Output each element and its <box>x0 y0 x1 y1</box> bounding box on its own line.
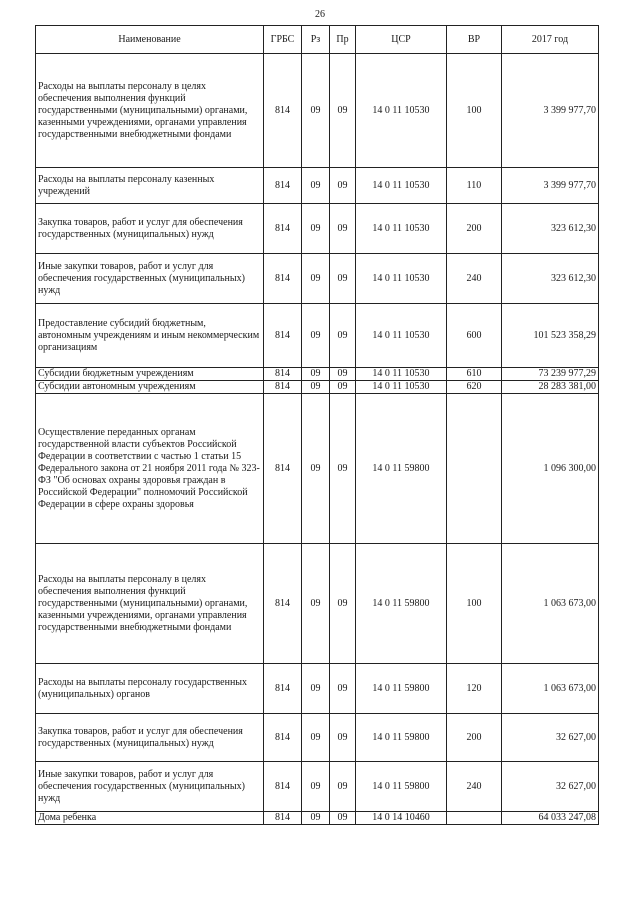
row-name: Иные закупки товаров, работ и услуг для обеспечения государственных (муниципальных) нужд <box>36 254 264 304</box>
header-csr: ЦСР <box>356 26 447 54</box>
table-row <box>36 714 599 762</box>
row-pr: 09 <box>330 812 356 825</box>
header-grbs: ГРБС <box>264 26 302 54</box>
row-amount: 1 096 300,00 <box>502 394 599 544</box>
row-grbs: 814 <box>264 762 302 812</box>
row-vr: 110 <box>447 168 502 204</box>
row-csr: 14 0 11 59800 <box>356 664 447 714</box>
header-name: Наименование <box>36 26 264 54</box>
table-row <box>36 254 599 304</box>
row-rz: 09 <box>302 304 330 368</box>
header-amount: 2017 год <box>502 26 599 54</box>
row-name: Предоставление субсидий бюджетным, автономным учреждениям и иным некоммерческим организациям <box>36 304 264 368</box>
row-amount: 323 612,30 <box>502 254 599 304</box>
table-row <box>36 812 599 825</box>
row-vr: 200 <box>447 204 502 254</box>
row-vr: 600 <box>447 304 502 368</box>
row-rz: 09 <box>302 544 330 664</box>
table-header-row <box>36 26 599 54</box>
row-name: Осуществление переданных органам государственной власти субъектов Российской Федерации в соответствии с частью 1 статьи 15 Федерального закона от 21 ноября 2011 года № 323-ФЗ "Об основах охраны здоровья граждан в Российской Федерации" полномочий Российской Федерации в сфере охраны здоровья <box>36 394 264 544</box>
row-vr: 620 <box>447 381 502 394</box>
row-grbs: 814 <box>264 714 302 762</box>
row-pr: 09 <box>330 304 356 368</box>
row-csr: 14 0 11 59800 <box>356 762 447 812</box>
row-grbs: 814 <box>264 544 302 664</box>
row-vr: 200 <box>447 714 502 762</box>
row-name: Закупка товаров, работ и услуг для обеспечения государственных (муниципальных) нужд <box>36 204 264 254</box>
row-amount: 64 033 247,08 <box>502 812 599 825</box>
row-grbs: 814 <box>264 54 302 168</box>
row-name: Расходы на выплаты персоналу в целях обеспечения выполнения функций государственными (муниципальными) органами, казенными учреждениями, органами управления государственными внебюджетными фондами <box>36 54 264 168</box>
row-grbs: 814 <box>264 381 302 394</box>
row-csr: 14 0 11 10530 <box>356 304 447 368</box>
page-number: 26 <box>315 9 325 20</box>
row-name: Расходы на выплаты персоналу казенных учреждений <box>36 168 264 204</box>
row-vr: 100 <box>447 54 502 168</box>
row-name: Субсидии бюджетным учреждениям <box>36 368 264 381</box>
row-csr: 14 0 11 10530 <box>356 54 447 168</box>
row-pr: 09 <box>330 254 356 304</box>
row-grbs: 814 <box>264 204 302 254</box>
row-pr: 09 <box>330 394 356 544</box>
row-pr: 09 <box>330 381 356 394</box>
table-row <box>36 544 599 664</box>
row-rz: 09 <box>302 204 330 254</box>
header-pr: Пр <box>330 26 356 54</box>
row-vr: 240 <box>447 762 502 812</box>
row-pr: 09 <box>330 714 356 762</box>
table-row <box>36 394 599 544</box>
row-vr: 120 <box>447 664 502 714</box>
row-amount: 1 063 673,00 <box>502 544 599 664</box>
row-vr <box>447 812 502 825</box>
budget-table <box>35 25 599 825</box>
row-csr: 14 0 11 10530 <box>356 204 447 254</box>
table-row <box>36 368 599 381</box>
row-amount: 1 063 673,00 <box>502 664 599 714</box>
row-amount: 73 239 977,29 <box>502 368 599 381</box>
row-rz: 09 <box>302 812 330 825</box>
row-name: Иные закупки товаров, работ и услуг для обеспечения государственных (муниципальных) нужд <box>36 762 264 812</box>
row-grbs: 814 <box>264 368 302 381</box>
header-rz: Рз <box>302 26 330 54</box>
row-grbs: 814 <box>264 254 302 304</box>
row-grbs: 814 <box>264 812 302 825</box>
row-rz: 09 <box>302 664 330 714</box>
row-pr: 09 <box>330 762 356 812</box>
row-amount: 101 523 358,29 <box>502 304 599 368</box>
row-name: Расходы на выплаты персоналу государственных (муниципальных) органов <box>36 664 264 714</box>
row-pr: 09 <box>330 54 356 168</box>
row-rz: 09 <box>302 254 330 304</box>
row-rz: 09 <box>302 381 330 394</box>
table-row <box>36 168 599 204</box>
row-vr <box>447 394 502 544</box>
table-row <box>36 762 599 812</box>
row-csr: 14 0 14 10460 <box>356 812 447 825</box>
row-grbs: 814 <box>264 664 302 714</box>
row-name: Дома ребенка <box>36 812 264 825</box>
row-rz: 09 <box>302 394 330 544</box>
row-pr: 09 <box>330 664 356 714</box>
row-grbs: 814 <box>264 394 302 544</box>
row-amount: 3 399 977,70 <box>502 168 599 204</box>
row-name: Субсидии автономным учреждениям <box>36 381 264 394</box>
table-row <box>36 381 599 394</box>
table-row <box>36 304 599 368</box>
row-rz: 09 <box>302 714 330 762</box>
row-csr: 14 0 11 10530 <box>356 381 447 394</box>
table-row <box>36 54 599 168</box>
row-pr: 09 <box>330 544 356 664</box>
row-rz: 09 <box>302 168 330 204</box>
row-amount: 3 399 977,70 <box>502 54 599 168</box>
row-pr: 09 <box>330 168 356 204</box>
row-amount: 32 627,00 <box>502 762 599 812</box>
row-csr: 14 0 11 59800 <box>356 714 447 762</box>
row-rz: 09 <box>302 368 330 381</box>
row-grbs: 814 <box>264 168 302 204</box>
row-pr: 09 <box>330 368 356 381</box>
row-csr: 14 0 11 59800 <box>356 394 447 544</box>
row-vr: 100 <box>447 544 502 664</box>
row-rz: 09 <box>302 762 330 812</box>
table-row <box>36 664 599 714</box>
row-vr: 610 <box>447 368 502 381</box>
row-name: Расходы на выплаты персоналу в целях обеспечения выполнения функций государственными (муниципальными) органами, казенными учреждениями, органами управления государственными внебюджетными фондами <box>36 544 264 664</box>
row-amount: 323 612,30 <box>502 204 599 254</box>
row-csr: 14 0 11 59800 <box>356 544 447 664</box>
row-csr: 14 0 11 10530 <box>356 368 447 381</box>
row-grbs: 814 <box>264 304 302 368</box>
table-row <box>36 204 599 254</box>
row-pr: 09 <box>330 204 356 254</box>
row-csr: 14 0 11 10530 <box>356 254 447 304</box>
header-vr: ВР <box>447 26 502 54</box>
row-rz: 09 <box>302 54 330 168</box>
row-amount: 28 283 381,00 <box>502 381 599 394</box>
row-name: Закупка товаров, работ и услуг для обеспечения государственных (муниципальных) нужд <box>36 714 264 762</box>
row-vr: 240 <box>447 254 502 304</box>
row-csr: 14 0 11 10530 <box>356 168 447 204</box>
row-amount: 32 627,00 <box>502 714 599 762</box>
